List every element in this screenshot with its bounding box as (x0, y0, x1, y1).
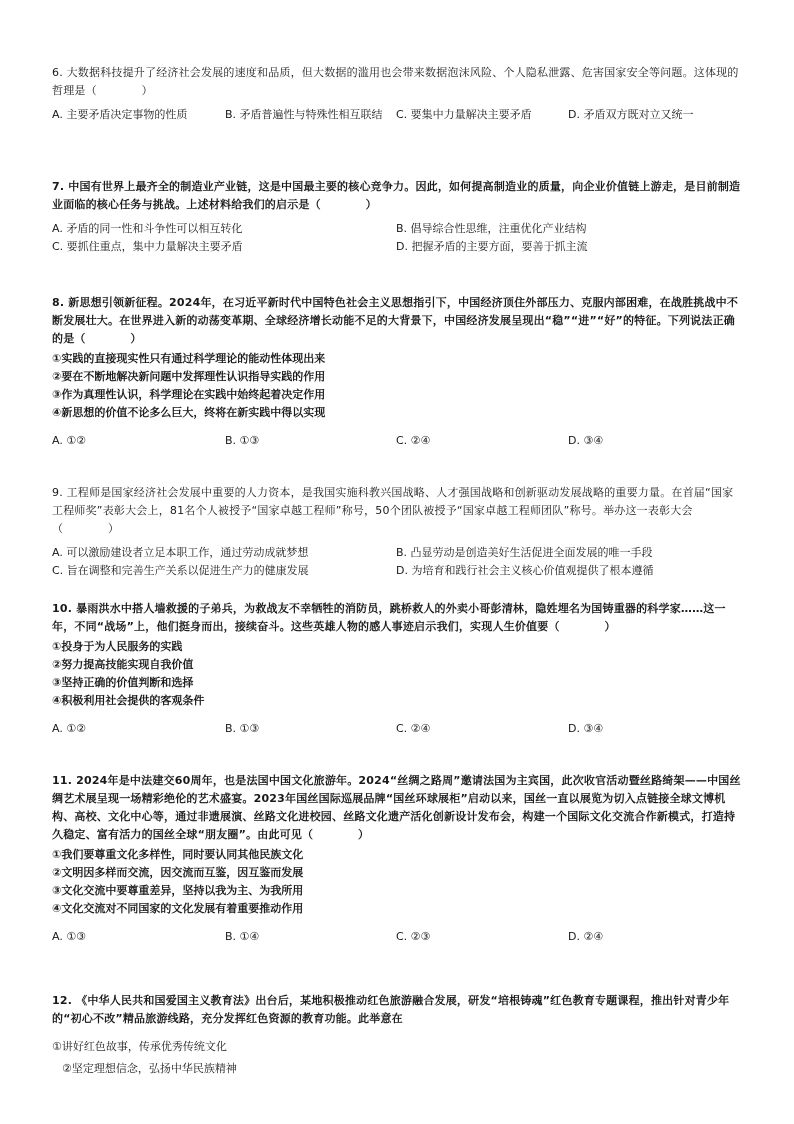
question-7-stem: 7. 中国有世界上最齐全的制造业产业链，这是中国最主要的核心竞争力。因此，如何提高制造业的质量，向企业价值链上游走，是目前制造业面临的核心任务与挑战。上述材料给我们的启示是（ ） (52, 180, 741, 211)
option-a[interactable]: A. 可以激励建设者立足本职工作，通过劳动成就梦想 (52, 546, 309, 559)
option-c[interactable]: C. ②④ (396, 434, 431, 447)
question-10-stem: 10. 暴雨洪水中搭人墙救援的子弟兵，为救战友不幸牺牲的消防员，跳桥救人的外卖小哥彭清林，隐姓埋名为国铸重器的科学家……这一年，不同“战场”上，他们挺身而出，接续奋斗。这些英雄人物的感人事迹启示我们，实现人生价值要（ ） (52, 602, 726, 633)
statement-3: ③文化交流中要尊重差异，坚持以我为主、为我所用 (52, 884, 304, 897)
question-8-options (52, 432, 742, 450)
option-d[interactable]: D. ③④ (568, 722, 604, 735)
question-9-options (52, 544, 742, 580)
question-9-stem: 9. 工程师是国家经济社会发展中重要的人力资本，是我国实施科教兴国战略、人才强国战略和创新驱动发展战略的重要力量。在首届“国家工程师奖”表彰大会上，81名个人被授予“国家卓越工程师”称号，50个团队被授予“国家卓越工程师团队”称号。举办这一表彰大会（ ） (52, 486, 734, 535)
question-7-options (52, 220, 742, 256)
option-d[interactable]: D. ②④ (568, 930, 604, 943)
statement-4: ④积极利用社会提供的客观条件 (52, 694, 205, 707)
question-6 (52, 64, 742, 146)
question-12-stem: 12. 《中华人民共和国爱国主义教育法》出台后，某地积极推动红色旅游融合发展，研发“培根铸魂”红色教育专题课程，推出针对青少年的“初心不改”精品旅游线路，充分发挥红色资源的教育功能。此举意在 (52, 994, 730, 1025)
statement-1: ①讲好红色故事，传承优秀传统文化 (52, 1040, 227, 1053)
statement-1: ①我们要尊重文化多样性，同时要认同其他民族文化 (52, 848, 304, 861)
option-c[interactable]: C. 要集中力量解决主要矛盾 (396, 108, 532, 121)
statement-4: ④新思想的价值不论多么巨大，终将在新实践中得以实现 (52, 406, 326, 419)
option-a[interactable]: A. ①② (52, 722, 87, 735)
option-b[interactable]: B. 倡导综合性思维，注重优化产业结构 (396, 222, 587, 235)
option-a[interactable]: A. 主要矛盾决定事物的性质 (52, 108, 188, 121)
option-c[interactable]: C. 要抓住重点，集中力量解决主要矛盾 (52, 240, 243, 253)
question-8 (52, 294, 742, 450)
question-10-options (52, 720, 742, 738)
option-d[interactable]: D. 矛盾双方既对立又统一 (568, 108, 694, 121)
option-a[interactable]: A. ①② (52, 434, 87, 447)
question-10 (52, 600, 742, 738)
question-11-statements (52, 846, 742, 918)
question-12-statements (52, 1036, 742, 1080)
option-b[interactable]: B. ①③ (225, 722, 260, 735)
statement-2: ②要在不断地解决新问题中发挥理性认识指导实践的作用 (52, 370, 326, 383)
option-b[interactable]: B. ①④ (225, 930, 260, 943)
option-a[interactable]: A. 矛盾的同一性和斗争性可以相互转化 (52, 222, 243, 235)
question-12 (52, 992, 742, 1080)
option-c[interactable]: C. 旨在调整和完善生产关系以促进生产力的健康发展 (52, 564, 309, 577)
question-8-statements (52, 350, 742, 422)
option-c[interactable]: C. ②③ (396, 930, 431, 943)
option-d[interactable]: D. 为培育和践行社会主义核心价值观提供了根本遵循 (396, 564, 654, 577)
option-c[interactable]: C. ②④ (396, 722, 431, 735)
question-6-options (52, 106, 742, 146)
statement-2: ②文明因多样而交流，因交流而互鉴，因互鉴而发展 (52, 866, 304, 879)
question-8-stem: 8. 新思想引领新征程。2024年，在习近平新时代中国特色社会主义思想指引下，中国经济顶住外部压力、克服内部困难，在战胜挑战中不断发展壮大。在世界进入新的动荡变革期、全球经济增长动能不足的大背景下，中国经济发展呈现出“稳”“进”“好”的特征。下列说法正确的是（ ） (52, 296, 739, 345)
option-b[interactable]: B. ①③ (225, 434, 260, 447)
statement-3: ③作为真理性认识，科学理论在实践中始终起着决定作用 (52, 388, 326, 401)
question-7 (52, 178, 742, 256)
question-11 (52, 772, 742, 946)
option-d[interactable]: D. ③④ (568, 434, 604, 447)
question-11-options (52, 928, 742, 946)
statement-1: ①实践的直接现实性只有通过科学理论的能动性体现出来 (52, 352, 326, 365)
option-b[interactable]: B. 矛盾普遍性与特殊性相互联结 (225, 108, 383, 121)
option-d[interactable]: D. 把握矛盾的主要方面，要善于抓主流 (396, 240, 588, 253)
question-11-stem: 11. 2024年是中法建交60周年，也是法国中国文化旅游年。2024“丝绸之路周”邀请法国为主宾国，此次收官活动暨丝路绮架——中国丝绸艺术展呈现一场精彩绝伦的艺术盛宴。2023年国丝国际巡展品牌“国丝环球展柜”启动以来，国丝一直以展览为切入点链接全球文博机构、高校、文化中心等，通过非遗展演、丝路文化进校园、丝路文化遗产活化创新设计发布会，构建一个国际文化交流合作新模式，打造持久稳定、富有活力的国丝全球“朋友圈”。由此可见（ ） (52, 774, 741, 841)
statement-2: ②努力提高技能实现自我价值 (52, 658, 194, 671)
statement-2: ②坚定理想信念，弘扬中华民族精神 (62, 1062, 237, 1075)
question-9 (52, 484, 742, 580)
statement-3: ③坚持正确的价值判断和选择 (52, 676, 194, 689)
statement-4: ④文化交流对不同国家的文化发展有着重要推动作用 (52, 902, 304, 915)
option-b[interactable]: B. 凸显劳动是创造美好生活促进全面发展的唯一手段 (396, 546, 653, 559)
statement-1: ①投身于为人民服务的实践 (52, 640, 183, 653)
question-10-statements (52, 638, 742, 710)
option-a[interactable]: A. ①③ (52, 930, 87, 943)
question-6-stem: 6. 大数据科技提升了经济社会发展的速度和品质，但大数据的滥用也会带来数据泡沫风险、个人隐私泄露、危害国家安全等问题。这体现的哲理是（ ） (52, 66, 739, 97)
